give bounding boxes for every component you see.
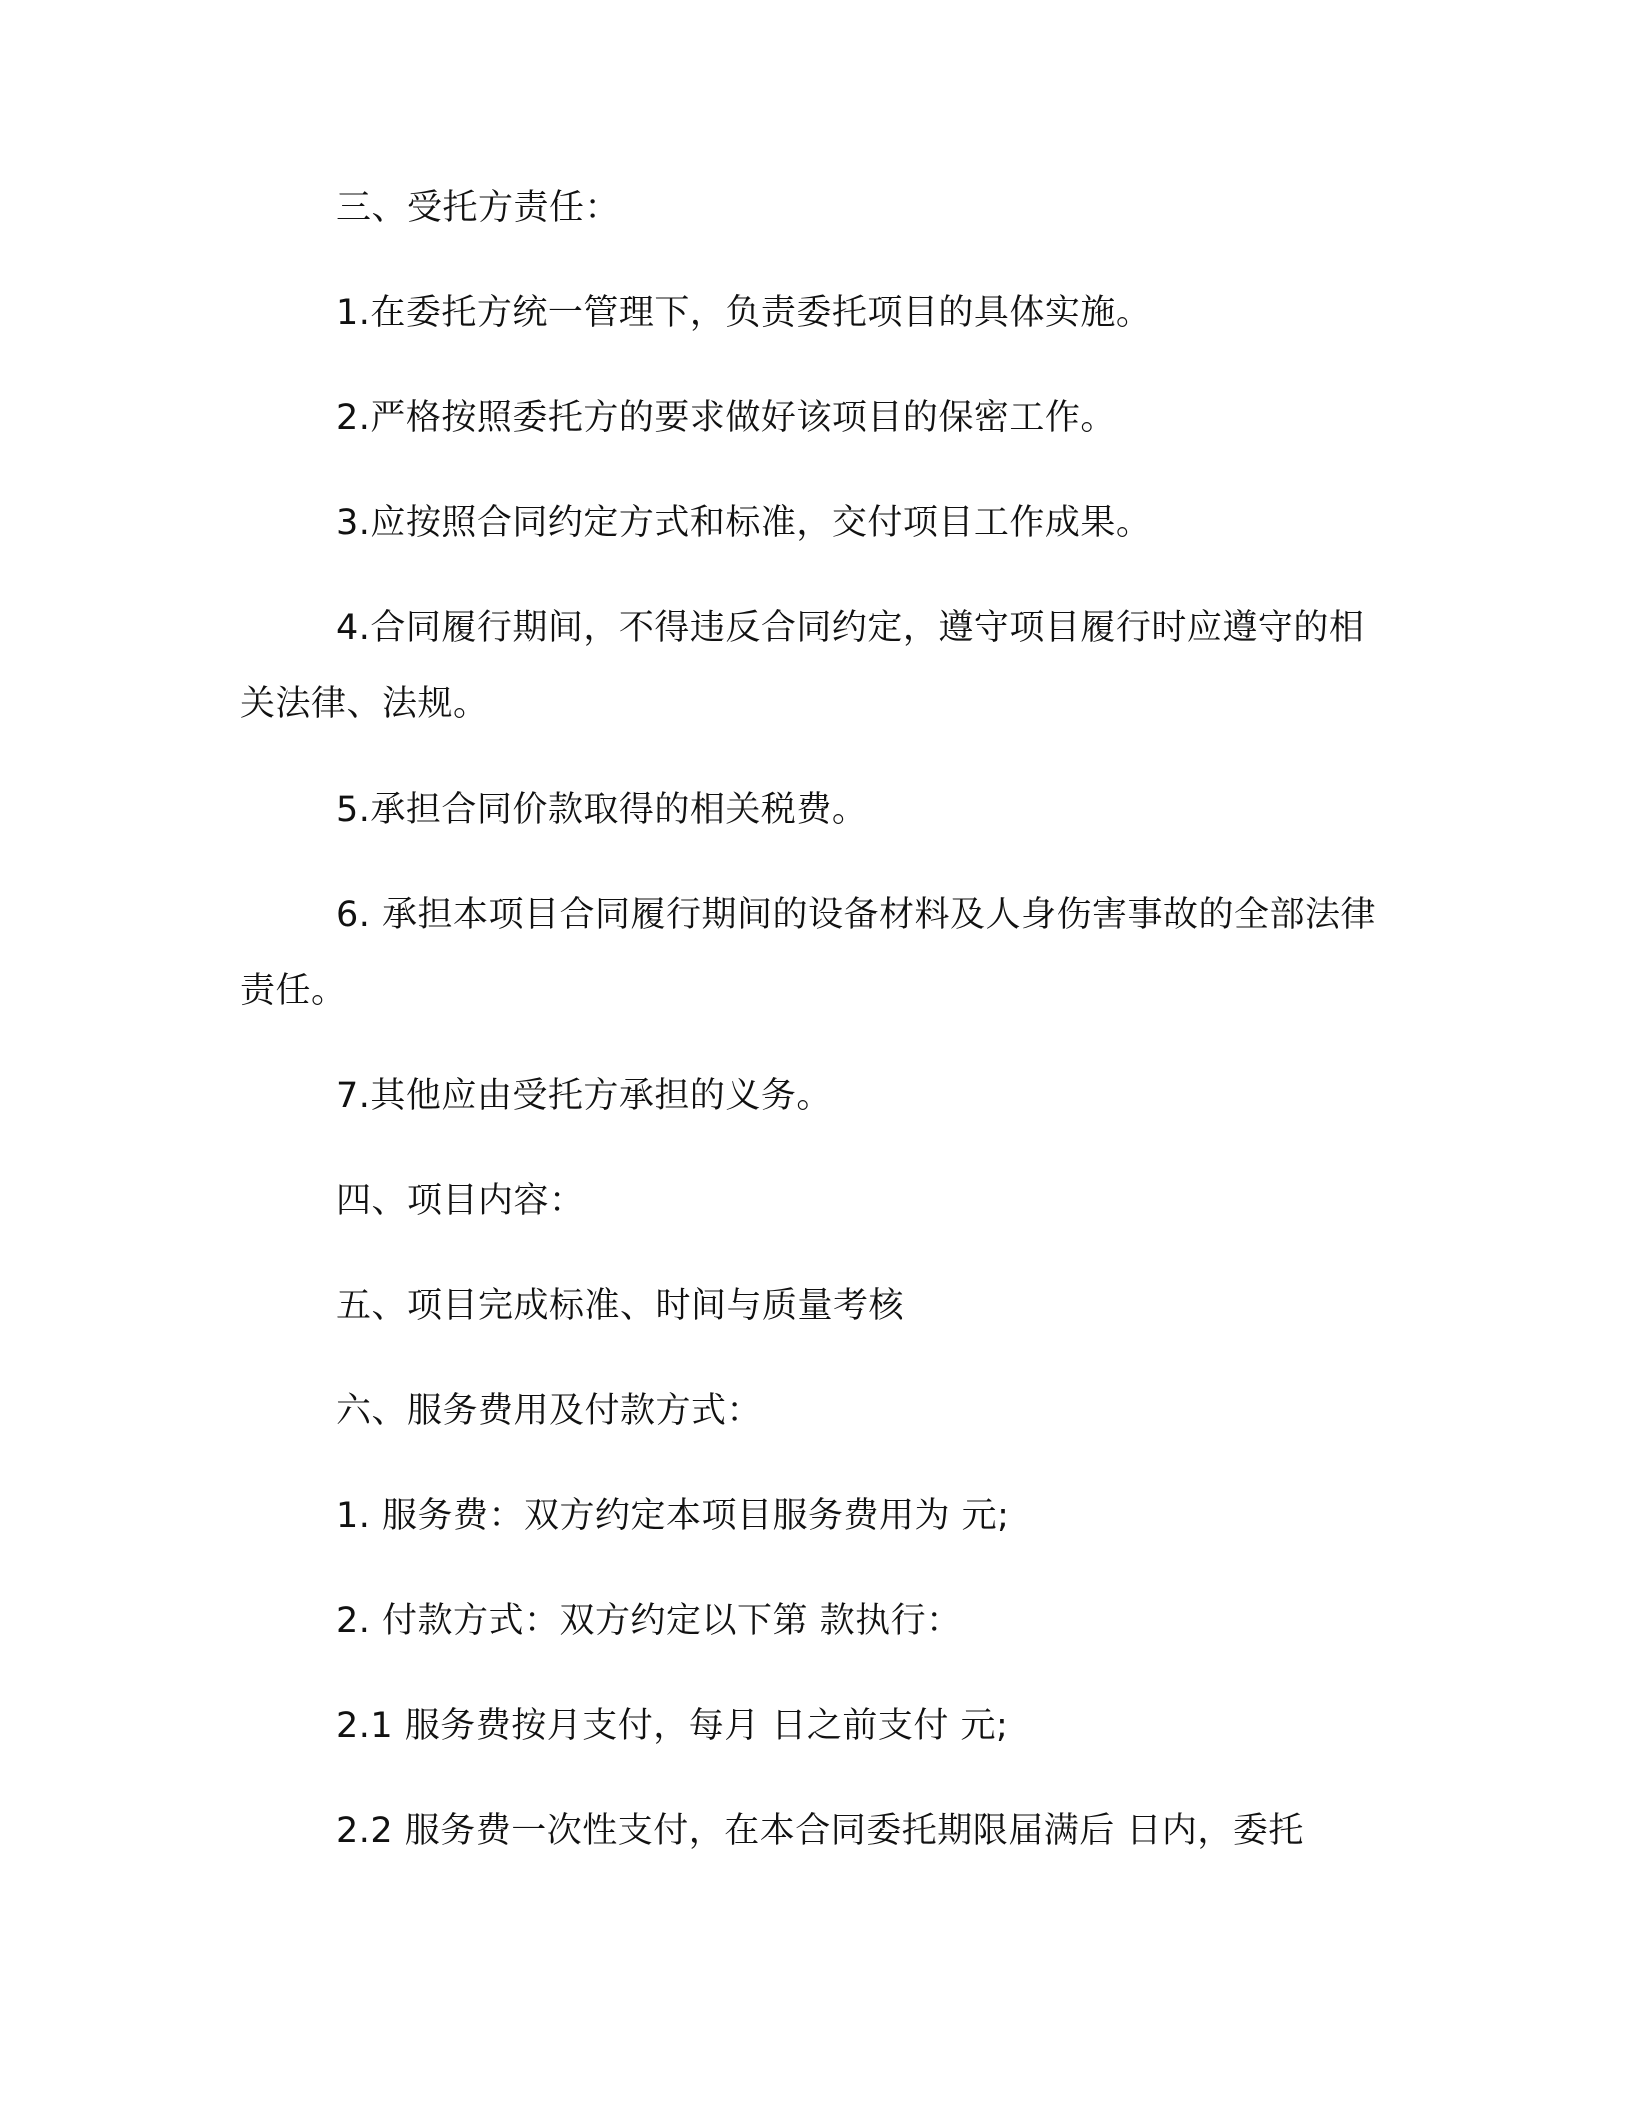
paragraph-item-6: 6. 承担本项目合同履行期间的设备材料及人身伤害事故的全部法律责任。: [240, 895, 1377, 1011]
paragraph-item-4: 4.合同履行期间，不得违反合同约定，遵守项目履行时应遵守的相关法律、法规。: [240, 608, 1365, 724]
paragraph-item-5: 5.承担合同价款取得的相关税费。: [336, 790, 868, 830]
section-heading-6: 六、服务费用及付款方式：: [336, 1391, 763, 1431]
section-heading-4: 四、项目内容：: [336, 1181, 585, 1221]
paragraph-item-3: 3.应按照合同约定方式和标准，交付项目工作成果。: [336, 503, 1152, 543]
paragraph-item-1: 1.在委托方统一管理下，负责委托项目的具体实施。: [336, 293, 1152, 333]
paragraph-payment-method: 2. 付款方式：双方约定以下第 款执行：: [336, 1601, 962, 1641]
section-heading-5: 五、项目完成标准、时间与质量考核: [336, 1286, 905, 1326]
paragraph-payment-monthly: 2.1 服务费按月支付，每月 日之前支付 元;: [336, 1706, 1009, 1746]
paragraph-fee: 1. 服务费：双方约定本项目服务费用为 元;: [336, 1496, 1010, 1536]
paragraph-item-2: 2.严格按照委托方的要求做好该项目的保密工作。: [336, 398, 1116, 438]
paragraph-payment-lump-sum: 2.2 服务费一次性支付，在本合同委托期限届满后 日内，委托: [336, 1811, 1304, 1851]
paragraph-item-7: 7.其他应由受托方承担的义务。: [336, 1076, 832, 1116]
section-heading-3: 三、受托方责任：: [336, 188, 621, 228]
